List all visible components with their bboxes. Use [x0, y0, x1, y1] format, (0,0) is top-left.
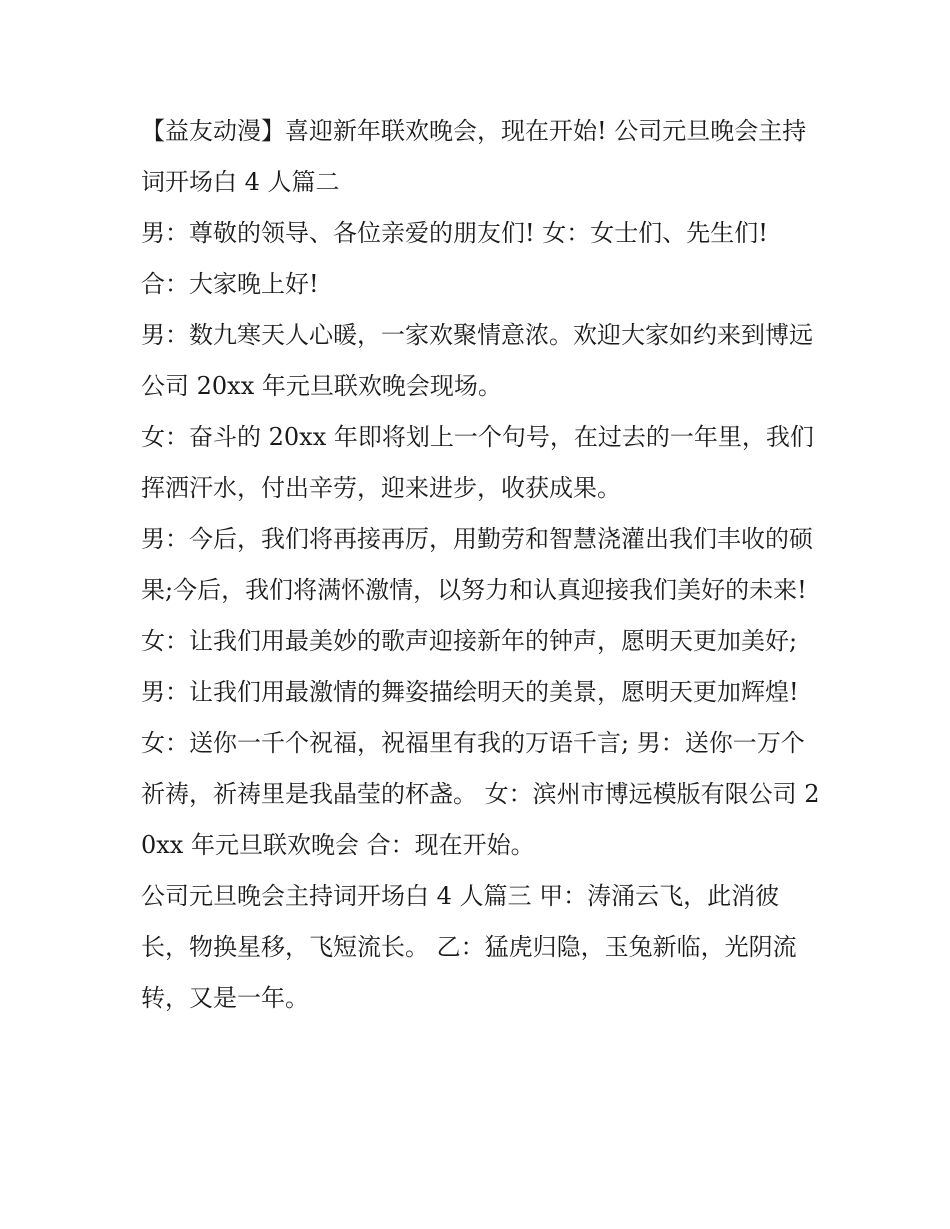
- paragraph-part-three: 公司元旦晚会主持词开场白 4 人篇三 甲：涛涌云飞，此消彼长，物换星移，飞短流长。 乙：猛虎归隐，玉兔新临，光阴流转，又是一年。: [141, 882, 797, 1012]
- paragraph-wishes: 女：让我们用最美妙的歌声迎接新年的钟声，愿明天更加美好; 男：让我们用最激情的舞姿描绘明天的美景，愿明天更加辉煌!: [141, 627, 799, 706]
- paragraph-future: 男：今后，我们将再接再厉，用勤劳和智慧浇灌出我们丰收的硕果;今后，我们将满怀激情，以努力和认真迎接我们美好的未来!: [141, 525, 813, 604]
- paragraph-welcome: 男：数九寒天人心暖，一家欢聚情意浓。欢迎大家如约来到博远公司 20xx 年元旦联欢晚会现场。: [141, 321, 813, 400]
- paragraph-blessings: 女：送你一千个祝福，祝福里有我的万语千言; 男：送你一万个祈祷，祈祷里是我晶莹的杯盏。 女：滨州市博远模版有限公司 20xx 年元旦联欢晚会 合：现在开始。: [141, 729, 820, 859]
- paragraph-title: 【益友动漫】喜迎新年联欢晚会，现在开始! 公司元旦晚会主持词开场白 4 人篇二: [141, 117, 807, 196]
- paragraph-review: 女：奋斗的 20xx 年即将划上一个句号，在过去的一年里，我们挥洒汗水，付出辛劳，迎来进步，收获成果。: [141, 423, 814, 502]
- paragraph-greeting: 男：尊敬的领导、各位亲爱的朋友们! 女：女士们、先生们!: [141, 219, 768, 247]
- paragraph-together: 合：大家晚上好!: [141, 270, 319, 298]
- document-body: [141, 106, 821, 1024]
